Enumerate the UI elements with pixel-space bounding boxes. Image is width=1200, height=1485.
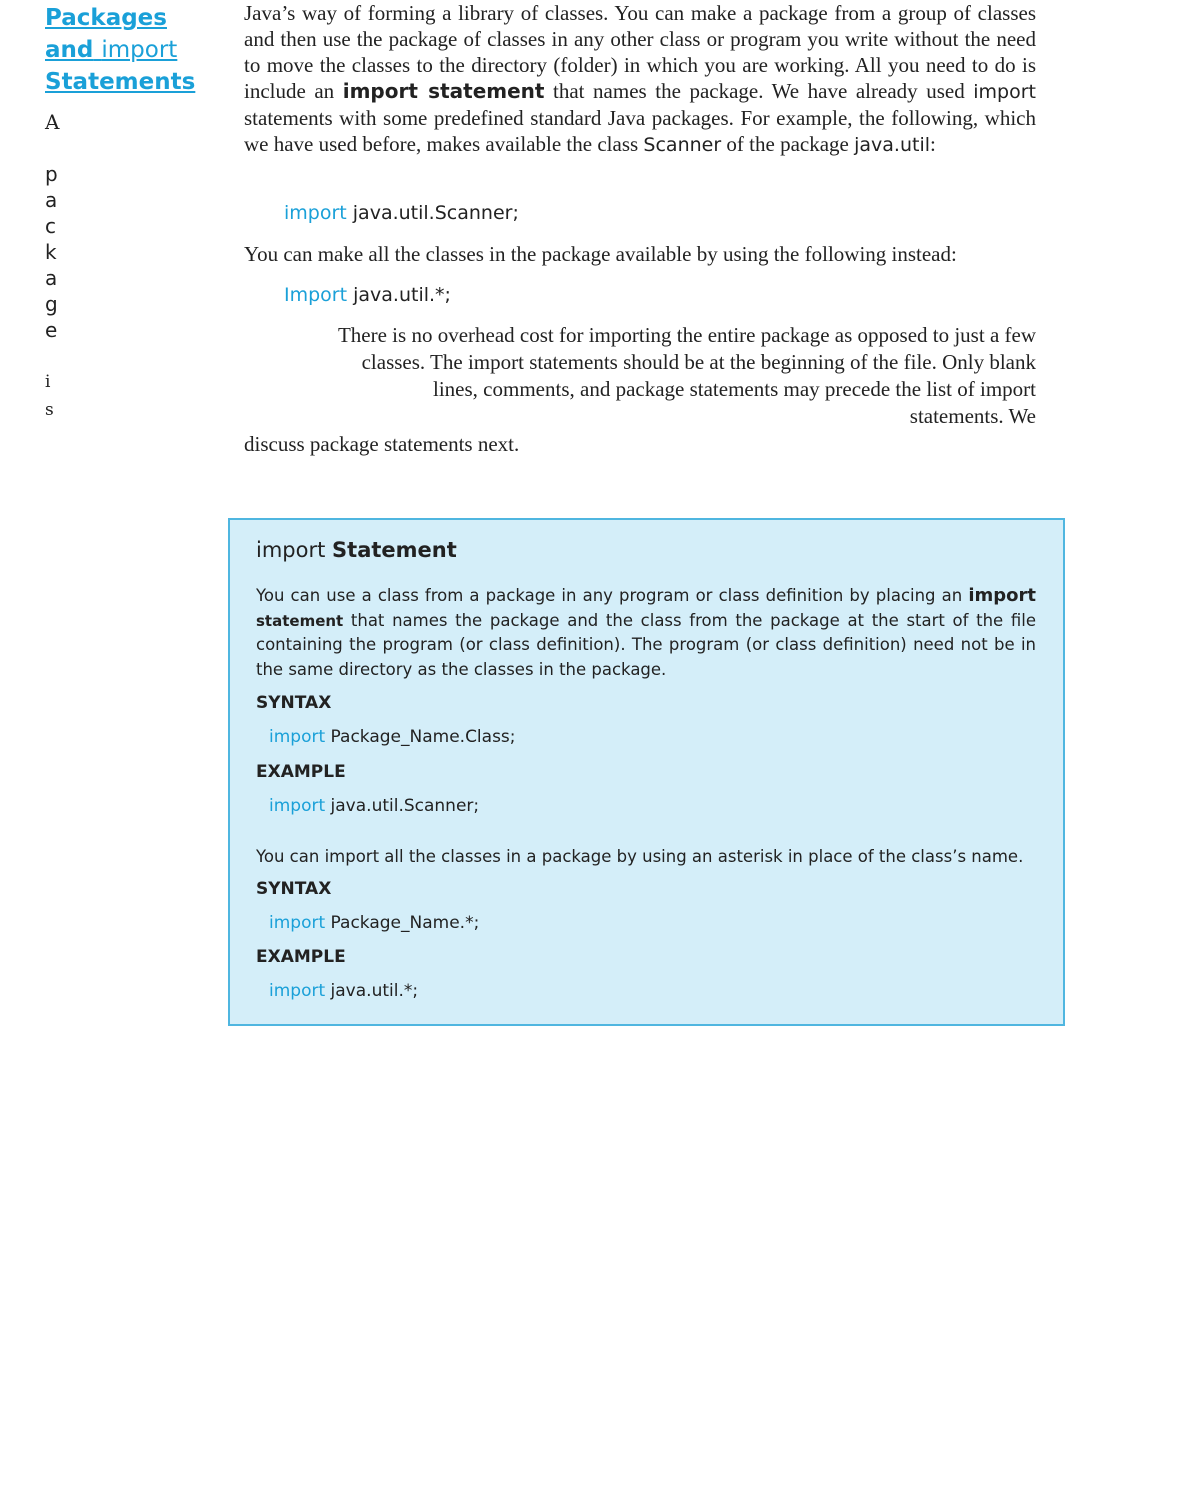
example-code [269, 796, 479, 816]
box-title-text: Statement [332, 538, 457, 562]
text-run: Java’s way of forming a library of classes. You can make a package from a group of classes and then use the package of classes in any other class or program you write without the need to move the classes to the directory (folder) in which you are working. All you need to do is include an [244, 1, 1036, 103]
code-text: java.util.*; [347, 284, 451, 306]
paragraph-all-classes: You can make all the classes in the package available by using the following instead: [244, 242, 957, 266]
vertical-letter: p [45, 162, 58, 186]
syntax-label: SYNTAX [256, 693, 332, 713]
box-paragraph [256, 584, 1036, 682]
box-title-keyword: import [256, 538, 326, 562]
import-statement-term: import statement [342, 79, 545, 103]
scanner-class: Scanner [643, 134, 722, 156]
overhead-line: There is no overhead cost for importing the entire package as opposed to just a few [337, 323, 1036, 347]
example-label: EXAMPLE [256, 947, 346, 967]
heading-line3: Statements [45, 69, 196, 95]
code-keyword: import [269, 727, 326, 747]
intro-paragraph [244, 0, 1036, 158]
code-keyword: import [269, 913, 326, 933]
syntax-code [269, 727, 516, 747]
code-text: java.util.Scanner; [325, 796, 480, 816]
vertical-letter: i [45, 372, 51, 392]
overhead-line: statements. We [909, 404, 1036, 428]
example-code [269, 981, 418, 1001]
heading-import: import [101, 37, 178, 63]
vertical-letter: a [45, 266, 58, 290]
text-run: that names the package. We have already used [544, 79, 974, 103]
vertical-letter: a [45, 188, 58, 212]
vertical-letter: k [45, 240, 57, 264]
main-text [244, 0, 1036, 158]
bold-import: import [968, 585, 1036, 606]
vertical-letter: e [45, 318, 58, 342]
vertical-letter: g [45, 292, 58, 316]
code-import-all [284, 284, 451, 306]
box-asterisk-paragraph: You can import all the classes in a package by using an asterisk in place of the class’s name. [256, 847, 1024, 866]
code-keyword: import [269, 796, 326, 816]
code-text: Package_Name.*; [325, 913, 480, 933]
overhead-line: lines, comments, and package statements may precede the list of import [433, 377, 1036, 401]
vertical-letter: A [45, 110, 60, 134]
paragraph-discuss: discuss package statements next. [244, 432, 520, 456]
text-run: You can use a class from a package in any program or class definition by placing an [256, 586, 969, 605]
code-keyword: import [269, 981, 326, 1001]
example-label: EXAMPLE [256, 762, 346, 782]
syntax-code [269, 913, 479, 933]
syntax-label: SYNTAX [256, 879, 332, 899]
sidebar-heading [45, 2, 205, 98]
code-import-scanner [284, 202, 519, 224]
package-name: java.util [854, 134, 931, 156]
heading-and: and [45, 37, 94, 63]
import-keyword: import [973, 81, 1036, 103]
code-keyword: Import [284, 284, 348, 306]
overhead-line: classes. The import statements should be at the beginning of the file. Only blank [361, 350, 1036, 374]
code-text: java.util.Scanner; [346, 202, 519, 224]
text-run: : [930, 132, 936, 156]
code-text: Package_Name.Class; [325, 727, 516, 747]
text-run: of the package [721, 132, 855, 156]
heading-line1: Packages [45, 5, 167, 31]
code-keyword: import [284, 202, 347, 224]
bold-statement: statement [256, 611, 344, 630]
paragraph-overhead [244, 322, 1036, 430]
text-run: that names the package and the class from the package at the start of the file containing the program (or class definition). The program (or class definition) need not be in the same directory as the classes in the package. [256, 610, 1036, 679]
heading-line2 [45, 34, 205, 66]
vertical-letter: s [45, 400, 54, 420]
box-title [256, 538, 457, 562]
code-text: java.util.*; [325, 981, 419, 1001]
vertical-letter: c [45, 214, 56, 238]
import-statement-box [228, 518, 1065, 1026]
text-run: statements with some predefined standard Java packages. For example, the following, which we have used before, makes available the class [244, 106, 1036, 156]
